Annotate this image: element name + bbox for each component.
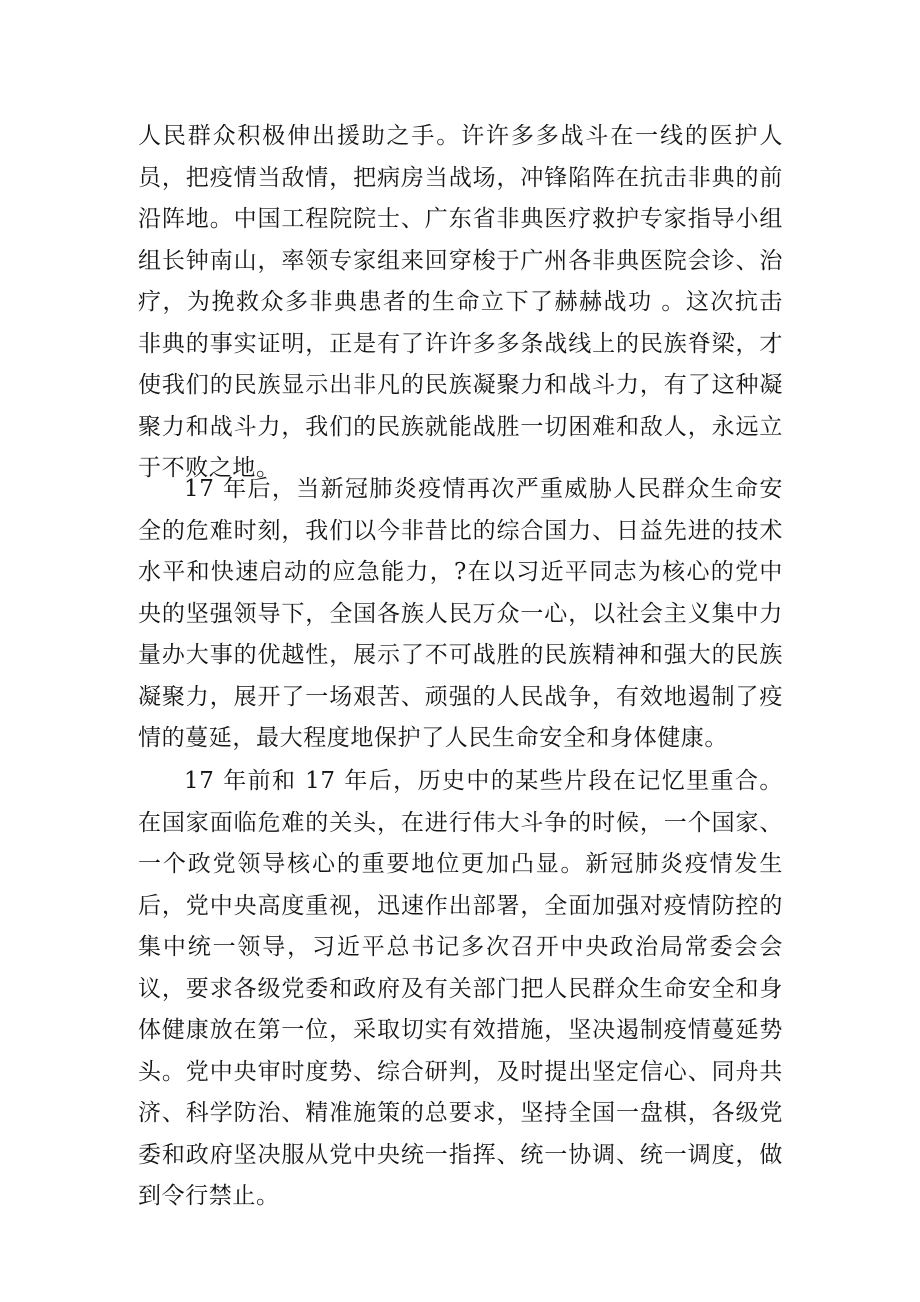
paragraph-17-years-later: 17 年后，当新冠肺炎疫情再次严重威胁人民群众生命安全的危难时刻，我们以今非昔比的综合国力、日益先进的技术水平和快速启动的应急能力，?在以习近平同志为核心的党中央的坚强领导下，全国各族人民万众一心，以社会主义集中力量办大事的优越性，展示了不可战胜的民族精神和强大的民族凝聚力，展开了一场艰苦、顽强的人民战争，有效地遏制了疫情的蔓延，最大程度地保护了人民生命安全和身体健康。 xyxy=(138,476,783,751)
paragraph-continued: 人民群众积极伸出援助之手。许许多多战斗在一线的医护人员，把疫情当敌情，把病房当战场，冲锋陷阵在抗击非典的前沿阵地。中国工程院院士、广东省非典医疗救护专家指导小组组长钟南山，率领专家组来回穿梭于广州各非典医院会诊、治疗，为挽救众多非典患者的生命立下了赫赫战功 。这次抗击非典的事实证明，正是有了许许多多条战线上的民族脊梁，才使我们的民族显示出非凡的民族凝聚力和战斗力，有了这种凝聚力和战斗力，我们的民族就能战胜一切困难和敌人，永远立于不败之地。 xyxy=(138,123,783,481)
paragraph-history-overlap: 17 年前和 17 年后，历史中的某些片段在记忆里重合。在国家面临危难的关头，在进行伟大斗争的时候，一个国家、一个政党领导核心的重要地位更加凸显。新冠肺炎疫情发生后，党中央高度重视，迅速作出部署，全面加强对疫情防控的集中统一领导，习近平总书记多次召开中央政治局常委会会议，要求各级党委和政府及有关部门把人民群众生命安全和身体健康放在第一位，采取切实有效措施，坚决遏制疫情蔓延势头。党中央审时度势、综合研判，及时提出坚定信心、同舟共济、科学防治、精准施策的总要求，坚持全国一盘棋，各级党委和政府坚决服从党中央统一指挥、统一协调、统一调度，做到令行禁止。 xyxy=(138,768,783,1209)
